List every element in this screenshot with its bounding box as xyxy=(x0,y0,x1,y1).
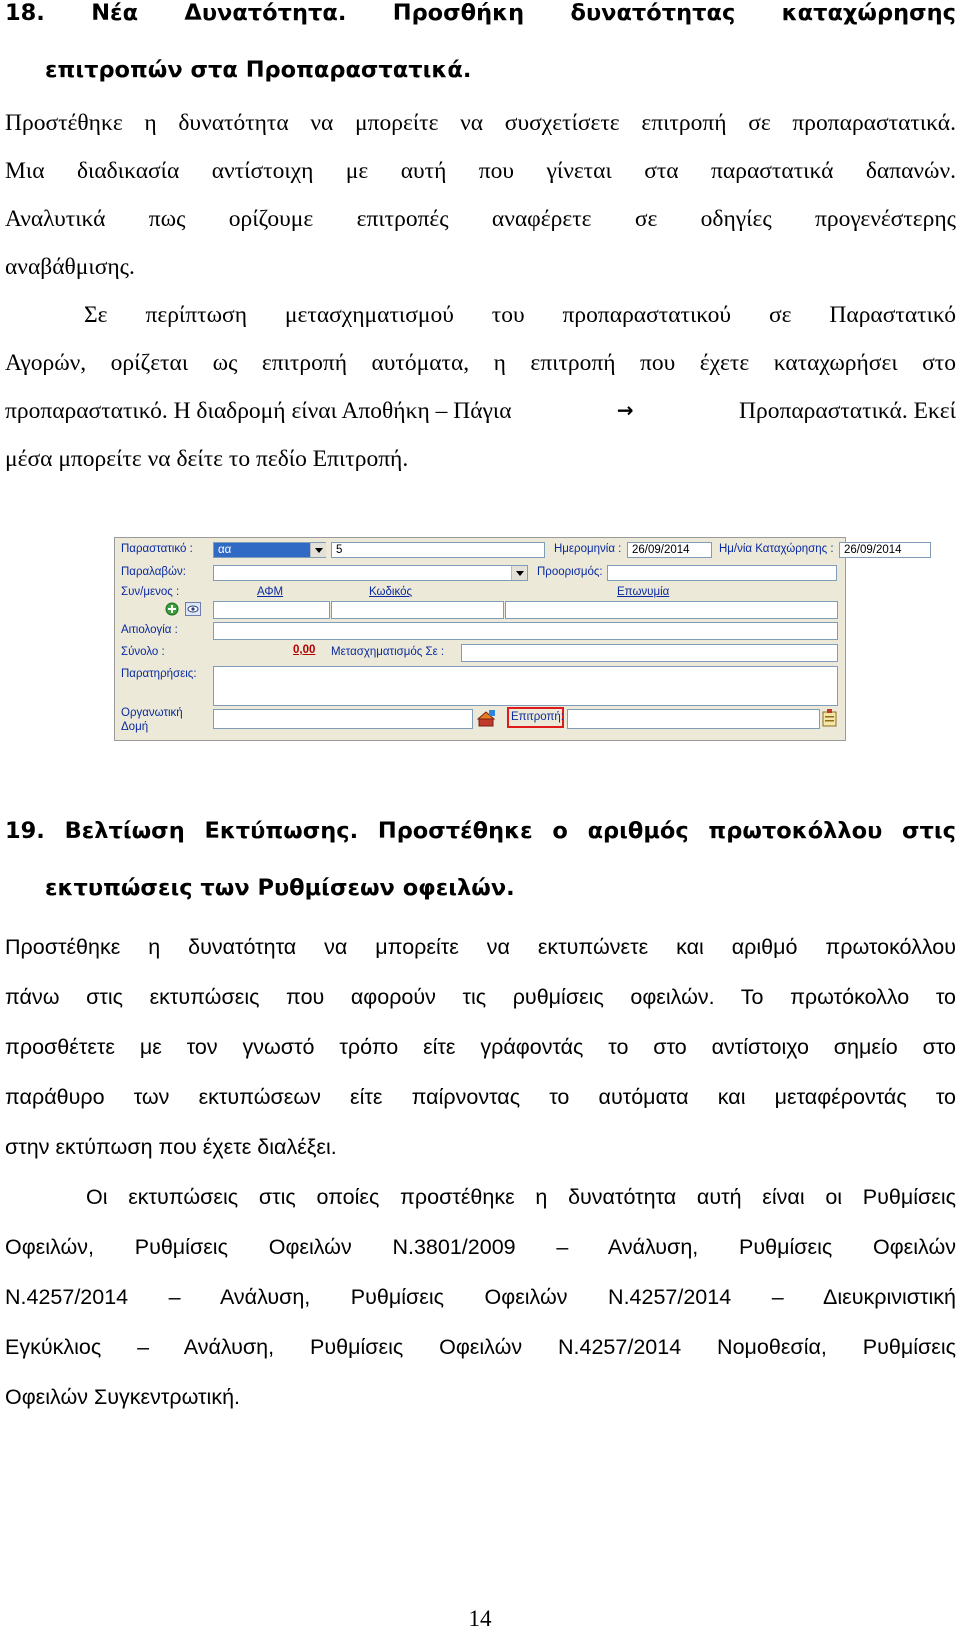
reason-input[interactable] xyxy=(213,622,838,640)
s18-p2-line-3-a: προπαραστατικό. Η διαδρομή είναι Αποθήκη – Πάγια xyxy=(5,398,512,424)
destination-input[interactable] xyxy=(607,565,837,581)
org-structure-label xyxy=(121,706,183,734)
committee-label: Επιτροπή: xyxy=(511,711,565,723)
s18-p2-line-1: Σε περίπτωση μετασχηματισμού του προπαραστατικού σε Παραστατικό xyxy=(84,302,956,328)
s19-p2-line-2: Οφειλών, Ρυθμίσεις Οφειλών Ν.3801/2009 – Ανάλυση, Ρυθμίσεις Οφειλών xyxy=(5,1235,956,1259)
s19-p2-line-4: Εγκύκλιος – Ανάλυση, Ρυθμίσεις Οφειλών Ν.4257/2014 Νομοθεσία, Ρυθμίσεις xyxy=(5,1335,956,1359)
entry-date-label: Ημ/νία Καταχώρησης : xyxy=(719,543,834,555)
s19-p1-line-5: στην εκτύπωση που έχετε διαλέξει. xyxy=(5,1135,337,1159)
org-structure-lookup-icon[interactable] xyxy=(477,709,497,727)
committee-lookup-icon[interactable] xyxy=(822,709,838,727)
right-arrow-icon: → xyxy=(616,398,634,422)
org-label-line-1: Οργανωτική xyxy=(121,707,183,719)
reason-label: Αιτιολογία : xyxy=(121,624,178,636)
s19-p1-line-4: παράθυρο των εκτυπώσεων είτε παίρνοντας το αυτόματα και μεταφέροντάς το xyxy=(5,1085,956,1109)
date-input[interactable]: 26/09/2014 xyxy=(627,542,712,558)
name-input[interactable] xyxy=(505,601,838,619)
date-label: Ημερομηνία : xyxy=(554,543,622,555)
s19-p1-line-2: πάνω στις εκτυπώσεις που αφορούν τις ρυθμίσεις οφειλών. Το πρωτόκολλο το xyxy=(5,985,956,1009)
recipients-label: Παραλαβών: xyxy=(121,566,186,578)
s18-p1-line-1: Προστέθηκε η δυνατότητα να μπορείτε να συσχετίσετε επιτροπή σε προπαραστατικά. xyxy=(5,110,956,136)
parastatiko-dropdown-icon[interactable] xyxy=(310,543,326,557)
committee-input[interactable] xyxy=(567,709,820,729)
s18-p2-line-3-b: Προπαραστατικά. Εκεί xyxy=(739,398,956,424)
total-value: 0,00 xyxy=(293,644,316,656)
s19-p1-line-1: Προστέθηκε η δυνατότητα να μπορείτε να εκτυπώνετε και αριθμό πρωτοκόλλου xyxy=(5,935,956,959)
org-label-line-2: Δομή xyxy=(121,721,149,733)
section-19-heading-line-1: 19. Βελτίωση Εκτύπωσης. Προστέθηκε ο αριθμός πρωτοκόλλου στις xyxy=(5,818,956,844)
col-name-header: Επωνυμία xyxy=(617,586,670,598)
committee-highlight-box xyxy=(507,707,564,728)
page-number: 14 xyxy=(468,1606,492,1631)
parastatiko-label: Παραστατικό : xyxy=(121,543,193,555)
section-19-heading-line-2: εκτυπώσεις των Ρυθμίσεων οφειλών. xyxy=(45,875,515,901)
section-18-heading-line-2: επιτροπών στα Προπαραστατικά. xyxy=(45,57,472,83)
entry-date-input[interactable]: 26/09/2014 xyxy=(839,542,931,558)
add-partner-icon[interactable] xyxy=(165,602,179,616)
notes-label: Παρατηρήσεις: xyxy=(121,668,197,680)
transform-input[interactable] xyxy=(461,644,838,662)
col-afm-header: ΑΦΜ xyxy=(257,586,284,598)
s19-p2-line-1: Οι εκτυπώσεις στις οποίες προστέθηκε η δυνατότητα αυτή είναι οι Ρυθμίσεις xyxy=(86,1185,956,1209)
s19-p1-line-3: προσθέτετε με τον γνωστό τρόπο είτε γράφοντάς το στο αντίστοιχο σημείο στο xyxy=(5,1035,956,1059)
s18-p1-line-4: αναβάθμισης. xyxy=(5,254,135,280)
code-input[interactable] xyxy=(331,601,504,619)
section-18-heading-line-1: 18. Νέα Δυνατότητα. Προσθήκη δυνατότητας καταχώρησης xyxy=(5,0,956,26)
recipients-dropdown-icon[interactable] xyxy=(511,566,527,580)
s18-p2-line-4: μέσα μπορείτε να δείτε το πεδίο Επιτροπή. xyxy=(5,446,409,472)
notes-textarea[interactable] xyxy=(213,666,838,706)
parastatiko-select[interactable]: αα xyxy=(213,542,326,558)
total-label: Σύνολο : xyxy=(121,646,165,658)
s18-p1-line-3: Αναλυτικά πως ορίζουμε επιτροπές αναφέρετε σε οδηγίες προγενέστερης xyxy=(5,206,956,232)
partner-label: Συν/μενος : xyxy=(121,586,180,598)
s18-p2-line-3 xyxy=(5,398,956,425)
transform-label: Μετασχηματισμός Σε : xyxy=(331,646,445,658)
s18-p2-line-2: Αγορών, ορίζεται ως επιτροπή αυτόματα, η επιτροπή που έχετε καταχωρήσει στο xyxy=(5,350,956,376)
org-structure-input[interactable] xyxy=(213,709,473,729)
afm-input[interactable] xyxy=(213,601,330,619)
s19-p2-line-5: Οφειλών Συγκεντρωτική. xyxy=(5,1385,240,1409)
col-code-header: Κωδικός xyxy=(369,586,413,598)
s18-p1-line-2: Μια διαδικασία αντίστοιχη με αυτή που γίνεται στα παραστατικά δαπανών. xyxy=(5,158,956,184)
s19-p2-line-3: Ν.4257/2014 – Ανάλυση, Ρυθμίσεις Οφειλών Ν.4257/2014 – Διευκρινιστική xyxy=(5,1285,956,1309)
recipients-select[interactable] xyxy=(213,565,528,581)
preinvoice-form-screenshot xyxy=(114,537,902,741)
destination-label: Προορισμός: xyxy=(537,566,603,578)
number-input[interactable]: 5 xyxy=(331,542,545,558)
view-partner-icon[interactable] xyxy=(185,602,201,616)
